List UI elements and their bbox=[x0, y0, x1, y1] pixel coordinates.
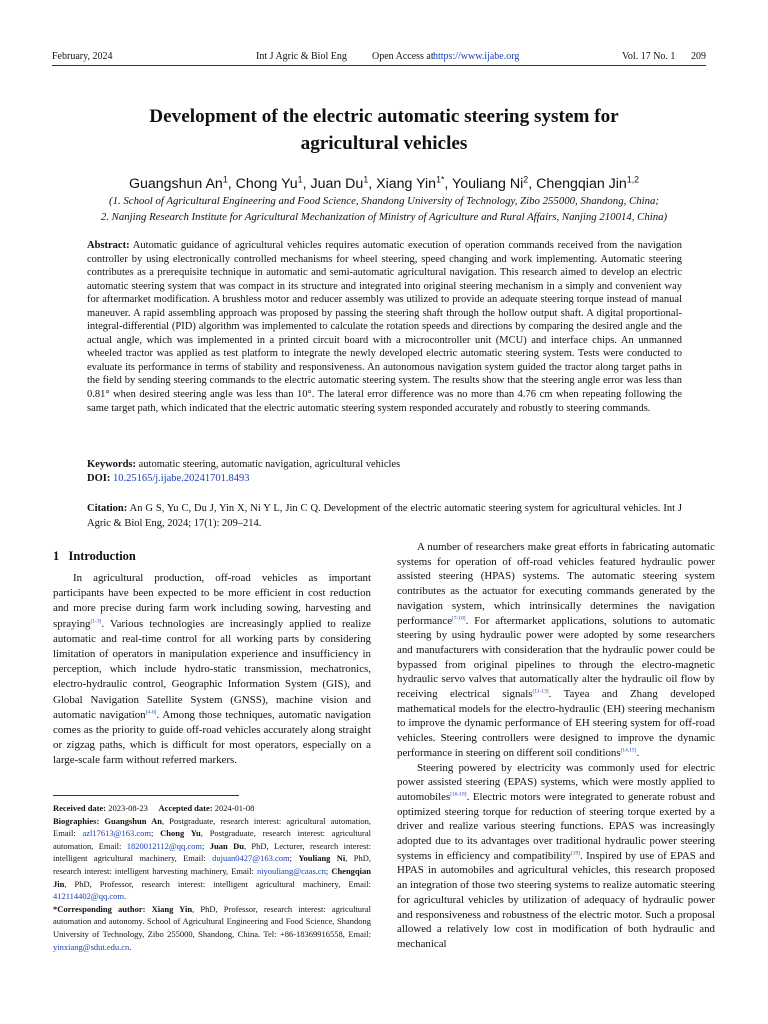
author-name: Chong Yu bbox=[235, 176, 298, 192]
bio-name: Guangshun An bbox=[104, 815, 162, 826]
author-name: Juan Du bbox=[310, 176, 364, 192]
section-number: 1 bbox=[53, 549, 60, 563]
keywords-label: Keywords: bbox=[87, 459, 136, 470]
paper-title bbox=[52, 103, 716, 157]
volume-info: Vol. 17 No. 1 bbox=[622, 51, 676, 62]
affiliation-1: (1. School of Agricultural Engineering and Food Science, Shandong University of Technology, Zibo 255000, Shandong, China; bbox=[109, 195, 659, 207]
received-date: 2023-08-23 bbox=[108, 803, 148, 813]
journal-url-link[interactable]: https://www.ijabe.org bbox=[433, 51, 520, 62]
author-name: Xiang Yin bbox=[376, 176, 437, 192]
email-link[interactable]: azl17613@163.com bbox=[82, 828, 151, 839]
bio-text: , PhD, research interest: intelligent harvesting machinery, Email: bbox=[53, 853, 371, 876]
paragraph-text: . Various technologies are increasingly applied to realize automatic and real-time control for all working parts by considering limitation of operators in manipulation experience and insufficiency in perception, which include hydro-static transmission, mechatronics, electro-hydraulic control, Geographic Information System (GIS), and Global Navigation Satellite System (GNSS), machine vision and automatic navigation bbox=[53, 617, 371, 721]
author-name: Youliang Ni bbox=[452, 176, 524, 192]
doi-label: DOI: bbox=[87, 473, 111, 484]
title-line-1: Development of the electric automatic steering system for bbox=[149, 106, 619, 127]
email-link[interactable]: 412114402@qq.com bbox=[53, 891, 125, 902]
affiliations bbox=[52, 194, 716, 225]
author-affiliation-mark: 1 bbox=[297, 174, 303, 185]
author-name: Guangshun An bbox=[128, 176, 223, 192]
affiliation-2: 2. Nanjing Research Institute for Agricultural Mechanization of Ministry of Agriculture and Rural Affairs, Nanjing 210014, China) bbox=[100, 210, 668, 223]
paragraph-text: . For aftermarket applications, solutions to automatic steering by using hydraulic power were adopted by some researchers and manufacturers with consideration that the hydraulic power could be bypassed from original pipelines to through the electro-magnetic hydraulic servo valves that automatically alter the hydraulic oil flow by receiving electrical signals bbox=[397, 614, 715, 701]
email-link[interactable]: niyouliang@caas.cn bbox=[256, 865, 326, 876]
open-access-label: Open Access at bbox=[372, 51, 434, 62]
reference-citation[interactable]: [4-6] bbox=[145, 709, 157, 716]
doi bbox=[87, 473, 687, 484]
bio-name: Chong Yu bbox=[160, 828, 201, 839]
bio-name: Chengqian Jin bbox=[53, 865, 371, 889]
biographies-footnote: Biographies: Guangshun An, Postgraduate, research interest: agricultural automation, Email: azl17613@163.com; Chong Yu, Postgraduate, research interest: agricultural automation, Email: 1820012112@qq.com; Juan Du, PhD, Lecturer, research interest: intelligent agricultural machinery, Email: dujuan0427@163.com; Youliang Ni, PhD, research interest: intelligent harvesting machinery, Email: niyouliang@caas.cn; Chengqian Jin, PhD, Professor, research interest: intelligent agricultural machinery, Email: 412114402@qq.com. bbox=[53, 815, 372, 902]
citation-text: An G S, Yu C, Du J, Yin X, Ni Y L, Jin C Q. Development of the electric automatic steering system for agricultural vehicles. Int J Agric & Biol Eng, 2024; 17(1): 209–214. bbox=[87, 503, 682, 529]
section-heading-introduction bbox=[53, 549, 136, 564]
abstract bbox=[87, 239, 682, 415]
footnote-divider bbox=[53, 795, 239, 796]
bio-text: , PhD, Professor, research interest: intelligent agricultural machinery, Email: bbox=[64, 878, 371, 889]
reference-citation[interactable]: [14,15] bbox=[620, 747, 637, 754]
corresponding-name: Xiang Yin bbox=[151, 903, 193, 914]
title-line-2: agricultural vehicles bbox=[300, 133, 468, 154]
paragraph-text: . Among those techniques, automatic navigation comes as the priority to guide off-road vehicles accurately along straight or zigzag paths, which is difficult for most operators, especially on a large-scale farm without referred markers. bbox=[53, 708, 371, 767]
abstract-text: Automatic guidance of agricultural vehicles requires automatic execution of operation commands received from the navigation controller by using electronically controlled mechanisms for wheel steering, speed changing and work implementing. Automatic steering contributes as a prerequisite technique in automatic and semi-automatic agricultural navigation. This research aimed to develop an electric automatic steering system that was compact in its structure and integrated into original steering mechanism in a simply and convenient way for aftermarket modification. A brushless motor and reducer assembly was utilized to provide an adequate steering torque instead of manual maneuver. A rapid assembling approach was proposed by passing the steering shaft through the hollow output shaft. A digital proportional-integral-differential (PID) algorithm was implemented to calculate the rotation speeds and directions by comparing the desired angle and the actual angle, which was implemented in a printed circuit board with a microcontroller unit (MCU) and interface chips. An unmanned wheeled tractor was applied as test platform to integrate the newly developed electric automatic steering system. Tests were conducted to evaluate its performance in terms of stability and responsiveness. An autonomous navigation system guided the tractor along target paths in the field by sending steering commands to the electric automatic steering system. The results show that the steering angle error was less than 0.81° when desired steering angle was less than 10°. The lateral error difference was no more than 4.76 cm when repeating following the same target path, which indicated that the electric automatic steering system responded accurately and robustly to steering commands. bbox=[87, 240, 682, 414]
bio-name: Youliang Ni bbox=[298, 853, 346, 864]
reference-citation[interactable]: [19] bbox=[570, 850, 580, 857]
intro-paragraph-3 bbox=[397, 761, 715, 952]
journal-name: Int J Agric & Biol Eng bbox=[256, 51, 347, 62]
running-header bbox=[52, 51, 706, 66]
author-affiliation-mark: 1* bbox=[436, 174, 445, 185]
accepted-date: 2024-01-08 bbox=[214, 803, 255, 813]
intro-paragraph-2 bbox=[397, 540, 715, 761]
citation-label: Citation: bbox=[87, 503, 128, 514]
bio-text: , Postgraduate, research interest: agricultural automation, Email: bbox=[53, 828, 371, 851]
author-affiliation-mark: 1 bbox=[363, 174, 369, 185]
reference-citation[interactable]: [1-3] bbox=[90, 617, 102, 624]
author-affiliation-mark: 2 bbox=[523, 174, 529, 185]
email-link[interactable]: 1820012112@qq.com bbox=[126, 840, 203, 851]
paragraph-text: . bbox=[636, 746, 640, 759]
corresponding-text: , PhD, Professor, research interest: agricultural automation and autonomy. School of Agricultural Engineering and Food Science, Shandong University of Technology, Zibo 255000, Shandong, China. Tel: +86-18369916558, Email: bbox=[53, 903, 372, 939]
reference-citation[interactable]: [11-13] bbox=[532, 688, 549, 695]
biographies-label: Biographies: bbox=[53, 815, 100, 826]
author-affiliation-mark: 1 bbox=[222, 174, 228, 185]
footnotes bbox=[53, 802, 371, 953]
keywords bbox=[87, 459, 687, 470]
abstract-label: Abstract: bbox=[87, 240, 130, 251]
section-title: Introduction bbox=[68, 549, 136, 563]
paragraph-text: . Tayea and Zhang developed mathematical models for the electro-hydraulic (EH) steering mechanism to improve the dynamic performance of EH steering system for off-road vehicles. Steering controllers were designed to improve the dynamic performance in steering on different soil conditions bbox=[397, 688, 715, 759]
intro-paragraph-1 bbox=[53, 571, 371, 769]
author-list: Guangshun An$^1$, Chong Yu$^1$, Juan Du$^1$, Xiang Yin$^{1*}$, Youliang Ni$^2$, Chengqian Jin$^{1,2}$ bbox=[128, 174, 640, 192]
reference-citation[interactable]: [16-18] bbox=[450, 791, 467, 798]
email-link[interactable]: yinxiang@sdut.edu.cn bbox=[53, 941, 130, 952]
author-name: Chengqian Jin bbox=[536, 176, 627, 192]
citation bbox=[87, 502, 682, 531]
paragraph-text: In agricultural production, off-road vehicles as important participants have been expected to be more efficient in cost reduction and more precise during farm work including sowing, harvesting and spraying bbox=[53, 572, 371, 630]
email-link[interactable]: dujuan0427@163.com bbox=[212, 853, 290, 864]
keywords-text: automatic steering, automatic navigation, agricultural vehicles bbox=[138, 459, 401, 470]
bio-name: Juan Du bbox=[209, 840, 244, 851]
corresponding-author-footnote: *Corresponding author: Xiang Yin, PhD, Professor, research interest: agricultural automation and autonomy. School of Agricultural Engineering and Food Science, Shandong University of Technology, Zibo 255000, Shandong, China. Tel: +86-18369916558, Email: yinxiang@sdut.edu.cn. bbox=[53, 903, 372, 952]
doi-link[interactable]: 10.25165/j.ijabe.20241701.8493 bbox=[112, 473, 250, 484]
paragraph-text: Steering powered by electricity was commonly used for electric power assisted steering (EPAS) systems, which were mostly applied to automobiles bbox=[397, 761, 715, 803]
page-number: 209 bbox=[691, 51, 706, 62]
bio-text: , Postgraduate, research interest: agricultural automation, Email: bbox=[53, 815, 371, 839]
accepted-label: Accepted date: bbox=[158, 803, 213, 813]
received-label: Received date: bbox=[53, 803, 107, 813]
right-column bbox=[397, 540, 715, 952]
bio-text: , PhD, Lecturer, research interest: intelligent agricultural machinery, Email: bbox=[53, 840, 372, 864]
corresponding-label: *Corresponding author: bbox=[53, 903, 146, 914]
paragraph-text: . Electric motors were integrated to generate robust and optimized steering torque for reduction of steering torque exerted by a driver and realize various steering functions. EPAS was increasingly adopted due to its advantages over traditional hydraulic power steering systems in efficiency and compatibility bbox=[397, 790, 715, 862]
dates-footnote bbox=[53, 802, 371, 815]
paragraph-text: . Inspired by use of EPAS and HPAS in automobiles and agricultural vehicles, this research proposed an integration of those two steering systems to realize automatic steering for agricultural vehicles by utilization of adequacy of hydraulic power and responsiveness and robustness of the electric motor. Such a proposal allowed a relatively low cost in modification of both hydraulic and mechanical bbox=[397, 849, 715, 950]
reference-citation[interactable]: [7-10] bbox=[452, 614, 466, 621]
issue-date: February, 2024 bbox=[52, 51, 113, 62]
author-affiliation-mark: 1,2 bbox=[626, 174, 640, 185]
paragraph-text: A number of researchers make great efforts in fabricating automatic systems for operation of off-road vehicles featured hydraulic power assisted steering (HPAS) systems. The automatic steering system contributes as the actuator for executing commands generated by the navigation system, which intrinsically determines the navigation performance bbox=[397, 541, 715, 627]
